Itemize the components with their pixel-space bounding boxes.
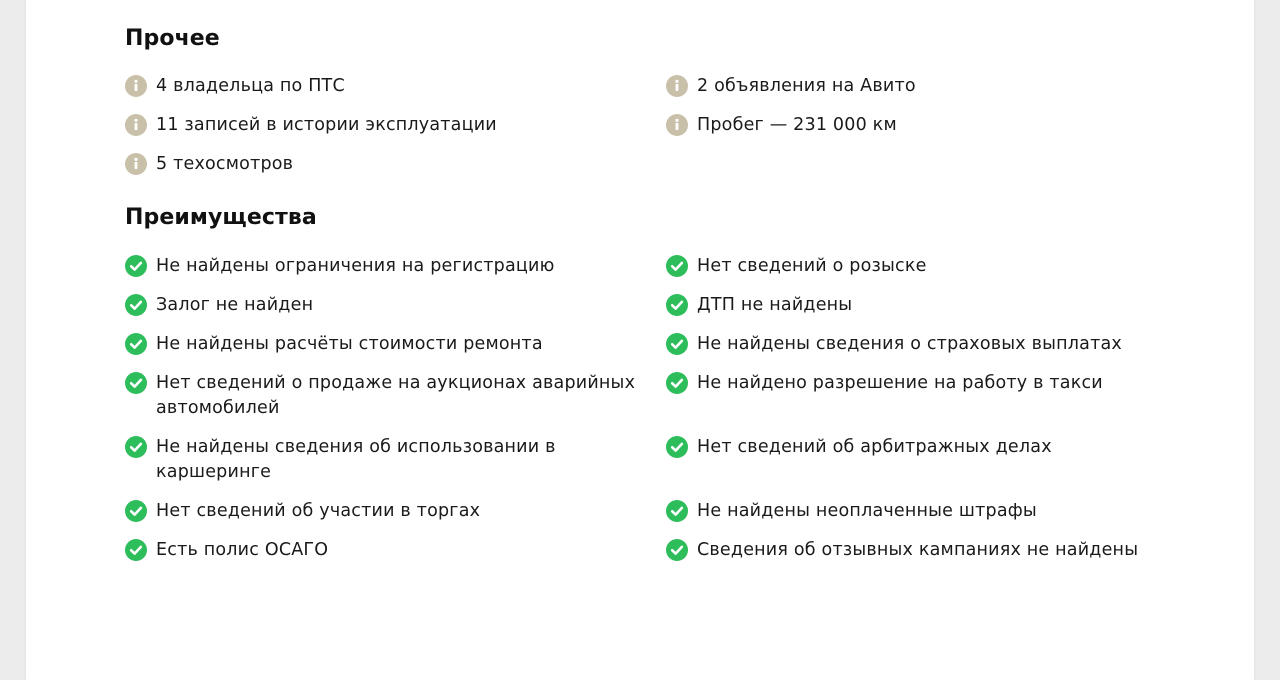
list-item	[125, 371, 666, 421]
list-item-history	[125, 113, 666, 138]
check-icon	[666, 294, 688, 316]
check-icon	[125, 500, 147, 522]
check-icon	[125, 294, 147, 316]
info-icon	[666, 114, 688, 136]
list-item-text: Не найдены ограничения на регистрацию	[156, 256, 555, 276]
list-item-text: ДТП не найдены	[697, 295, 853, 315]
list-item-text: Не найдены сведения о страховых выплатах	[697, 334, 1122, 354]
info-icon	[125, 153, 147, 175]
check-icon	[125, 539, 147, 561]
list-item-text: Не найдены неоплаченные штрафы	[697, 501, 1037, 521]
list-item	[666, 538, 1207, 563]
list-item	[125, 538, 666, 563]
list-item	[666, 499, 1207, 524]
list-item	[666, 435, 1207, 485]
info-icon	[666, 75, 688, 97]
list-item	[125, 332, 666, 357]
advantages-list	[125, 254, 1207, 563]
list-item-text: Не найдены расчёты стоимости ремонта	[156, 334, 543, 354]
check-icon	[666, 539, 688, 561]
list-item	[125, 254, 666, 279]
list-item-text: Залог не найден	[156, 295, 314, 315]
check-icon	[666, 436, 688, 458]
check-icon	[125, 255, 147, 277]
check-icon	[666, 333, 688, 355]
section-title-advantages: Преимущества	[125, 205, 317, 230]
list-item-text: Нет сведений об участии в торгах	[156, 501, 481, 521]
report-card	[26, 0, 1254, 680]
list-item-avito	[666, 74, 1207, 99]
list-item-text: 4 владельца по ПТС	[156, 76, 345, 96]
other-list	[125, 74, 1207, 177]
check-icon	[125, 436, 147, 458]
list-item	[125, 293, 666, 318]
info-icon	[125, 114, 147, 136]
check-icon	[666, 500, 688, 522]
check-icon	[666, 372, 688, 394]
list-item-text: Нет сведений об арбитражных делах	[697, 437, 1052, 457]
check-icon	[125, 333, 147, 355]
list-item-inspections	[125, 152, 666, 177]
list-item-text: 5 техосмотров	[156, 154, 294, 174]
list-item	[666, 371, 1207, 421]
list-item-text: Нет сведений о продаже на аукционах аварийных автомобилей	[156, 373, 636, 418]
check-icon	[666, 255, 688, 277]
list-item-text: Не найдены сведения об использовании в каршеринге	[156, 437, 556, 482]
list-item-text: 2 объявления на Авито	[697, 76, 916, 96]
list-item-text: Есть полис ОСАГО	[156, 540, 329, 560]
list-item	[125, 435, 666, 485]
list-item-text: Нет сведений о розыске	[697, 256, 927, 276]
list-item	[666, 332, 1207, 357]
list-item-owners	[125, 74, 666, 99]
list-item	[666, 293, 1207, 318]
check-icon	[125, 372, 147, 394]
list-item	[125, 499, 666, 524]
list-item	[666, 254, 1207, 279]
list-item-text: Сведения об отзывных кампаниях не найдены	[697, 540, 1139, 560]
info-icon	[125, 75, 147, 97]
section-title-other: Прочее	[125, 26, 220, 51]
list-item-text: 11 записей в истории эксплуатации	[156, 115, 497, 135]
list-item-text: Не найдено разрешение на работу в такси	[697, 373, 1103, 393]
list-item-text: Пробег — 231 000 км	[697, 115, 897, 135]
list-item-mileage	[666, 113, 1207, 138]
